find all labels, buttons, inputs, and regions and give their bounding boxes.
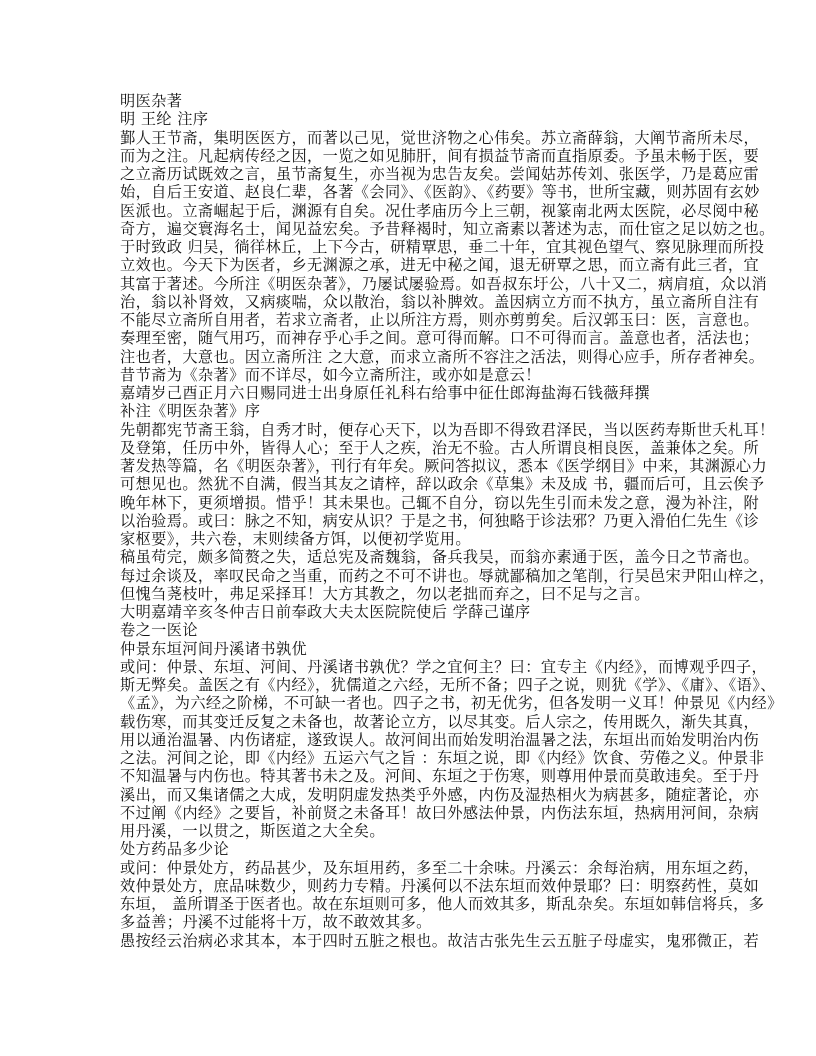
preface1-line: 注也者，大意也。因立斋所注 之大意，而求立斋所不容注之活法，则得心应手，所存者神矣。 xyxy=(120,347,765,366)
preface2-heading: 补注《明医杂著》序 xyxy=(120,402,261,421)
section2-line: 东垣， 盖所谓圣于医者也。故在东垣则可多，他人而效其多，斯乱杂矣。东垣如韩信将兵，多 xyxy=(120,895,765,913)
preface1-line: 不能尽立斋所自用者，若求立斋者，止以所注方焉，则亦剪剪矣。后汉郭玉曰：医，言意也。 xyxy=(120,311,760,329)
preface1-line: 治，翁以补肾效，又病痰喘，众以散治，翁以补脾效。盖因病立方而不执方，虽立斋所自注有 xyxy=(120,292,760,311)
preface1-line: 而为之注。凡起病传经之因，一览之如见肺肝，间有损益节斋而直指原委。予虽未畅于医，要 xyxy=(120,146,760,165)
preface1-line: 之立斋历试既效之言，虽节斋复生，亦当视为忠告友矣。尝闻姑苏传刘、张医学，乃是葛应雷 xyxy=(120,165,760,183)
section1-line: 载伤寒，而其变迁反复之未备也，故著论立方，以尽其变。后人宗之，传用既久，渐失其真， xyxy=(120,712,760,731)
preface2-line: 每过余谈及，率叹民命之当重，而药之不可不讲也。辱就鄙稿加之笔削，行吴邑宋尹阳山梓之， xyxy=(120,566,775,585)
document-page xyxy=(120,92,783,950)
section-heading: 仲景东垣河间丹溪诸书孰优 xyxy=(120,639,308,658)
author-line: 明 王纶 注序 xyxy=(120,110,209,129)
preface2-line: 先朝都宪节斋王翁，自秀才时，便存心天下，以为吾即不得致君泽民，当以医药寿斯世夭札耳！ xyxy=(120,420,775,439)
preface2-line: 家枢要》，共六卷，末则续备方饵，以便初学览用。 xyxy=(120,530,471,548)
volume-heading: 卷之一医论 xyxy=(120,621,198,640)
volume-1 xyxy=(120,621,783,950)
preface2-line: 稿虽苟完，颇多简赘之失，适总宪及斋魏翁，备兵我吴，而翁亦素通于医，盖今日之节斋也。 xyxy=(120,548,760,567)
section1-line: 之法。河间之论，即《内经》五运六气之旨 ：东垣之说，即《内经》饮食、劳倦之义。仲景非 xyxy=(120,749,765,767)
section1-line: 或问：仲景、东垣、河间、丹溪诸书孰优？学之宜何主？曰：宜专主《内经》，而博观乎四子， xyxy=(120,657,768,676)
preface2-signature: 大明嘉靖辛亥冬仲吉日前奉政大夫太医院院使后 学薛己谨序 xyxy=(120,603,531,621)
preface-2 xyxy=(120,402,775,621)
section2-line: 或问：仲景处方，药品甚少，及东垣用药，多至二十余味。丹溪云：余每治病，用东垣之药， xyxy=(120,858,760,877)
preface1-line: 鄞人王节斋，集明医医方，而著以己见，觉世济物之心伟矣。苏立斋薛翁，大阐节斋所未尽， xyxy=(120,128,760,147)
section1-line: 斯无弊矣。盖医之有《内经》，犹儒道之六经，无所不备；四子之说，则犹《学》、《庸》、《语》、 xyxy=(120,676,776,694)
preface-1 xyxy=(120,128,775,403)
preface1-signature: 嘉靖岁己酉正月六日赐同进士出身原任礼科右给事中征仕郎海盐海石钱薇拜撰 xyxy=(120,384,650,402)
preface2-line: 晚年林下，更须增损。惜乎！其未果也。己辄不自分，窃以先生引而未发之意，漫为补注，附 xyxy=(120,493,760,512)
preface2-line: 著发热等篇，名《明医杂著》，刊行有年矣。厥问答拟议，悉本《医学纲目》中来，其渊源心力 xyxy=(120,457,768,475)
preface1-line: 奏理至密，随气用巧，而神存乎心手之间。意可得而解。口不可得而言。盖意也者，活法也； xyxy=(120,329,760,348)
preface2-line: 以治验焉。或曰：脉之不知，病安从识？于是之书，何独略于诊法邪？乃更入滑伯仁先生《诊 xyxy=(120,511,760,530)
preface1-line: 其富于著述。今所注《明医杂著》，乃屡试屡验焉。如吾叔东圩公，八十又二，病肩疽，众以消 xyxy=(120,274,768,293)
document-title: 明医杂著 xyxy=(120,92,183,110)
preface2-line: 及登第，任历中外，皆得人心；至于人之疾，治无不验。古人所谓良相良医，盖兼体之矣。所 xyxy=(120,438,760,457)
section1-line: 《孟》，为六经之阶梯，不可缺一者也。四子之书，初无优劣，但各发明一义耳！仲景见《内经》 xyxy=(120,694,783,713)
preface1-line: 医派也。立斋崛起于后，渊源有自矣。况仕孝庙历今上三朝，视篆南北两太医院，必尽阅中秘 xyxy=(120,201,760,220)
section1-line: 用以通治温暑、内伤诸症，遂致误人。故河间出而始发明治温暑之法，东垣出而始发明治内伤 xyxy=(120,730,760,749)
section2-note-line: 愚按经云治病必求其本，本于四时五脏之根也。故洁古张先生云五脏子母虚实，鬼邪微正，若 xyxy=(120,931,760,950)
section1-line: 溪出，而又集诸儒之大成，发明阴虚发热类乎外感，内伤及湿热相火为病甚多，随症著论，亦 xyxy=(120,785,760,804)
preface1-line: 昔节斋为《杂著》而不详尽，如今立斋所注，或亦如是意云！ xyxy=(120,365,541,384)
section1-line: 不知温暑与内伤也。特其著书未之及。河间、东垣之于伤寒，则尊用仲景而莫敢违矣。至于丹 xyxy=(120,767,760,786)
section1-line: 不过阐《内经》之要旨，补前贤之未备耳！故曰外感法仲景，内伤法东垣，热病用河间，杂病 xyxy=(120,803,760,822)
preface1-line: 始，自后王安道、赵良仁辈，各著《会同》、《医韵》、《药要》等书，世所宝藏，则苏固有玄妙 xyxy=(120,183,760,202)
section2-line: 多益善；丹溪不过能将十万，故不敢效其多。 xyxy=(120,913,432,932)
preface2-line: 但愧刍荛枝叶，弗足采择耳！大方其教之，勿以老拙而弃之，曰不足与之言。 xyxy=(120,584,650,603)
section2-line: 效仲景处方，庶品味数少，则药力专精。丹溪何以不法东垣而效仲景耶？曰：明察药性，莫如 xyxy=(120,876,760,895)
section-heading: 处方药品多少论 xyxy=(120,840,230,859)
preface2-line: 可想见也。然犹不自满，假当其友之请梓，辞以政余《草集》未及成 书，疆而后可，且云俟予 xyxy=(120,475,765,494)
preface1-line: 立效也。今天下为医者，乡无渊源之承，进无中秘之闻，退无研覃之思，而立斋有此三者，宜 xyxy=(120,256,760,275)
preface1-line: 于时致政 归吴，徜徉林丘，上下今古，研精覃思，垂二十年，宜其视色望气、察见脉理而所投 xyxy=(120,238,765,256)
preface1-line: 奇方，遍交寰海名士，闻见益宏矣。予昔释褐时，知立斋素以著述为志，而仕宦之足以妨之也。 xyxy=(120,219,775,238)
section1-line: 用丹溪，一以贯之，斯医道之大全矣。 xyxy=(120,822,385,840)
